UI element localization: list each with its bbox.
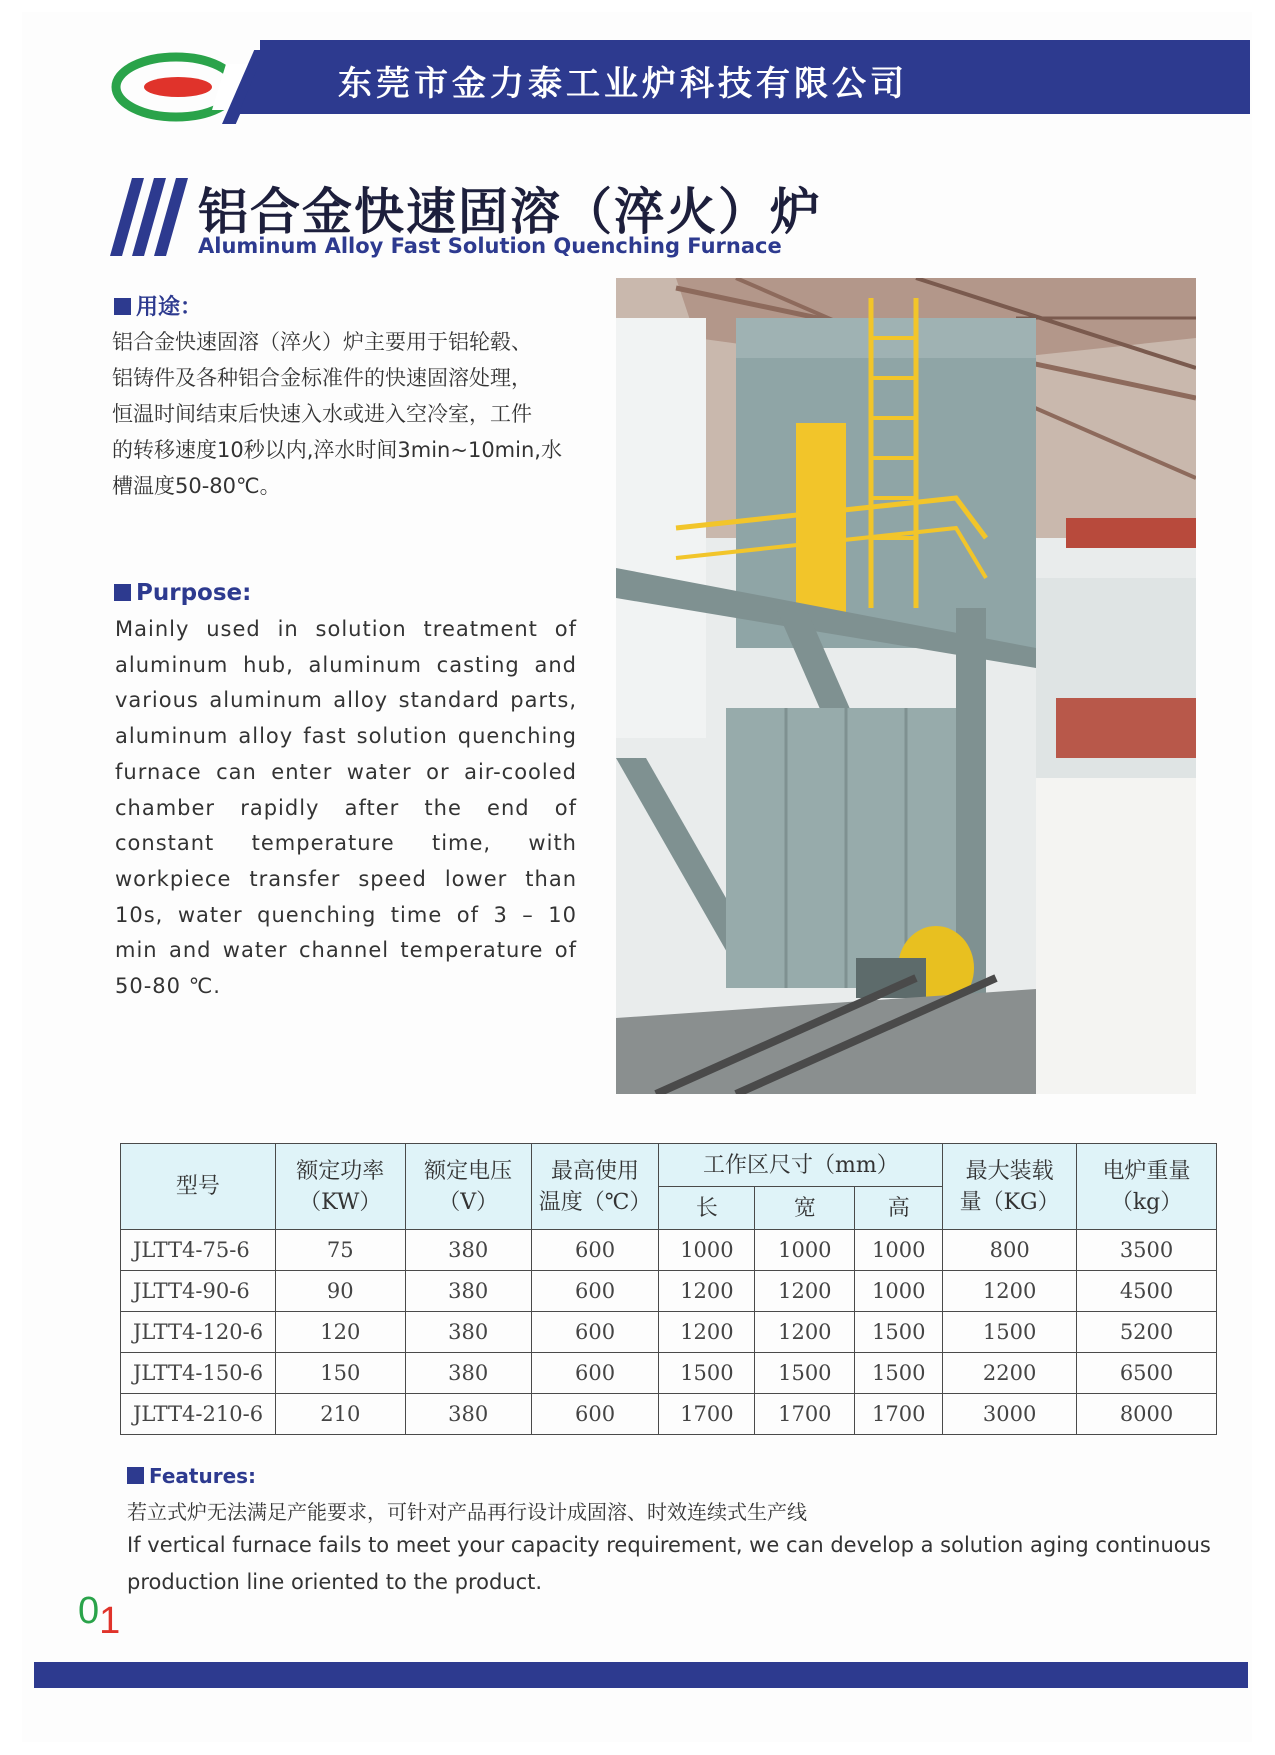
cell-width: 1500 [755, 1353, 855, 1394]
company-name: 东莞市金力泰工业炉科技有限公司 [338, 64, 908, 104]
cell-max-load: 2200 [943, 1353, 1077, 1394]
cell-voltage: 380 [405, 1394, 531, 1435]
cell-model: JLTT4-210-6 [121, 1394, 276, 1435]
cell-model: JLTT4-120-6 [121, 1312, 276, 1353]
cell-power: 75 [275, 1230, 405, 1271]
features-text-en: If vertical furnace fails to meet your capacity requirement, we can develop a solution aging continuous production line oriented to the product. [127, 1533, 1211, 1594]
features-heading: Features: [127, 1464, 256, 1488]
cell-weight: 3500 [1077, 1230, 1217, 1271]
usage-text [112, 324, 582, 504]
header-height: 高 [855, 1187, 943, 1230]
cell-temp: 600 [531, 1230, 659, 1271]
table-row [121, 1230, 1217, 1271]
cell-model: JLTT4-150-6 [121, 1353, 276, 1394]
cell-height: 1000 [855, 1230, 943, 1271]
cell-length: 1500 [659, 1353, 755, 1394]
usage-line: 铝铸件及各种铝合金标准件的快速固溶处理， [112, 366, 532, 390]
table-header-row [121, 1144, 1217, 1187]
table-row [121, 1394, 1217, 1435]
usage-line: 的转移速度10秒以内,淬水时间3min~10min,水 [112, 438, 562, 462]
product-title-en: Aluminum Alloy Fast Solution Quenching Furnace [198, 234, 782, 258]
cell-max-load: 1200 [943, 1271, 1077, 1312]
features-text-cn: 若立式炉无法满足产能要求，可针对产品再行设计成固溶、时效连续式生产线 [127, 1500, 807, 1524]
usage-line: 恒温时间结束后快速入水或进入空冷室，工件 [112, 402, 532, 426]
cell-weight: 4500 [1077, 1271, 1217, 1312]
product-title-cn: 铝合金快速固溶（淬火）炉 [198, 183, 822, 241]
purpose-text: Mainly used in solution treatment of aluminum hub, aluminum casting and various aluminum alloy standard parts, aluminum alloy fast solution quenching furnace can enter water or air-cooled chamber rapidly after the end of constant temperature time, with workpiece transfer speed lower than 10s, water quenching time of 3 – 10 min and water channel temperature of 50-80 ℃. [115, 617, 577, 999]
header-work-zone: 工作区尺寸（mm） [659, 1144, 943, 1187]
cell-weight: 8000 [1077, 1394, 1217, 1435]
cell-temp: 600 [531, 1353, 659, 1394]
table-row [121, 1271, 1217, 1312]
usage-line: 槽温度50-80℃。 [112, 474, 281, 498]
usage-line: 铝合金快速固溶（淬火）炉主要用于铝轮毂、 [112, 330, 532, 354]
cell-width: 1200 [755, 1271, 855, 1312]
cell-width: 1200 [755, 1312, 855, 1353]
cell-voltage: 380 [405, 1271, 531, 1312]
cell-voltage: 380 [405, 1230, 531, 1271]
header-temp: 最高使用 温度（℃） [531, 1144, 659, 1230]
furnace-photo [616, 278, 1196, 1094]
header-power: 额定功率 （KW） [275, 1144, 405, 1230]
cell-max-load: 3000 [943, 1394, 1077, 1435]
cell-model: JLTT4-75-6 [121, 1230, 276, 1271]
header-voltage: 额定电压 （V） [405, 1144, 531, 1230]
page-number: 01 [78, 1590, 121, 1642]
footer-band [34, 1662, 1248, 1688]
cell-power: 210 [275, 1394, 405, 1435]
cell-height: 1700 [855, 1394, 943, 1435]
cell-weight: 6500 [1077, 1353, 1217, 1394]
cell-power: 90 [275, 1271, 405, 1312]
header-length: 长 [659, 1187, 755, 1230]
usage-heading: 用途： [114, 290, 202, 321]
square-bullet-icon [114, 298, 131, 315]
cell-power: 150 [275, 1353, 405, 1394]
purpose-heading: Purpose: [114, 580, 251, 606]
cell-width: 1000 [755, 1230, 855, 1271]
cell-height: 1500 [855, 1312, 943, 1353]
header-width: 宽 [755, 1187, 855, 1230]
cell-width: 1700 [755, 1394, 855, 1435]
cell-height: 1000 [855, 1271, 943, 1312]
square-bullet-icon [127, 1467, 144, 1484]
cell-length: 1700 [659, 1394, 755, 1435]
cell-temp: 600 [531, 1312, 659, 1353]
header-model: 型号 [121, 1144, 276, 1230]
header-weight: 电炉重量 （kg） [1077, 1144, 1217, 1230]
cell-height: 1500 [855, 1353, 943, 1394]
cell-max-load: 800 [943, 1230, 1077, 1271]
cell-length: 1200 [659, 1271, 755, 1312]
cell-weight: 5200 [1077, 1312, 1217, 1353]
cell-model: JLTT4-90-6 [121, 1271, 276, 1312]
cell-temp: 600 [531, 1271, 659, 1312]
cell-voltage: 380 [405, 1312, 531, 1353]
cell-length: 1200 [659, 1312, 755, 1353]
square-bullet-icon [114, 584, 131, 601]
spec-table [120, 1143, 1217, 1435]
cell-temp: 600 [531, 1394, 659, 1435]
title-bars-icon [110, 178, 190, 256]
cell-length: 1000 [659, 1230, 755, 1271]
header-max-load: 最大装载 量（KG） [943, 1144, 1077, 1230]
cell-max-load: 1500 [943, 1312, 1077, 1353]
table-row [121, 1353, 1217, 1394]
table-row [121, 1312, 1217, 1353]
cell-voltage: 380 [405, 1353, 531, 1394]
cell-power: 120 [275, 1312, 405, 1353]
